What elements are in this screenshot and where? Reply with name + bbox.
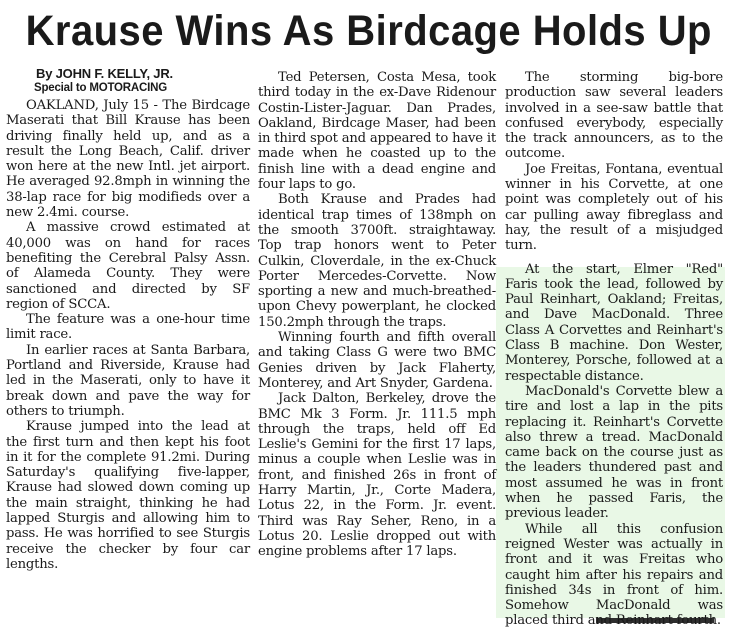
- byline: By JOHN F. KELLY, JR.: [36, 66, 173, 81]
- col2-paragraph: Jack Dalton, Berkeley, drove the BMC Mk 3 Form. Jr. 111.5 mph through the traps, held off Ed Leslie's Gemini for the first 17 laps, minus a couple when Leslie was in front, and finished 26s in front of Harry Martin, Jr., Corte Madera, Lotus 22, in the Form. Jr. event. Third was Ray Seher, Reno, in a Lotus 20. Leslie dropped out with engine problems after 17 laps.: [258, 391, 496, 560]
- headline: Krause Wins As Birdcage Holds Up: [25, 7, 712, 55]
- col2-paragraph: Ted Petersen, Costa Mesa, took third today in the ex-Dave Ridenour Costin-Lister-Jaguar. Dan Prades, Oakland, Birdcage Maser, had been in third spot and appeared to have it made when he coasted up to the finish line with a dead engine and four laps to go.: [258, 70, 496, 193]
- highlighted-passage: [505, 262, 723, 629]
- col3-paragraph: The storming big-bore production saw several leaders involved in a see-saw battle that confused everybody, especially the track announcers, as to the outcome.: [505, 70, 723, 162]
- col2-paragraph: Winning fourth and fifth overall and taking Class G were two BMC Genies driven by Jack Flaherty, Monterey, and Art Snyder, Gardena.: [258, 330, 496, 391]
- column-2: [258, 70, 496, 560]
- col1-paragraph: The feature was a one-hour time limit race.: [6, 312, 250, 343]
- col1-paragraph: In earlier races at Santa Barbara, Portland and Riverside, Krause had led in the Maserati, only to have it break down and pave the way for others to triumph.: [6, 342, 250, 419]
- highlighted-paragraph: While all this confusion reigned Wester was actually in front and it was Freitas who caught him after his repairs and finished 34s in front of him. Somehow MacDonald was placed third and Reinhart fourth.: [505, 521, 723, 629]
- highlighted-paragraph: At the start, Elmer "Red" Faris took the lead, followed by Paul Reinhart, Oakland; Freitas, and Dave MacDonald. Three Class A Corvettes and Reinhart's Class B machine. Don Wester, Monterey, Porsche, followed at a respectable distance.: [505, 261, 723, 384]
- special-credit: Special to MOTORACING: [34, 82, 167, 94]
- col1-paragraph: Krause jumped into the lead at the first turn and then kept his foot in it for the complete 91.2mi. During Saturday's qualifying five-lapper, Krause had slowed down coming up the main straight, thinking he had lapped Sturgis and allowing him to pass. He was horrified to see Sturgis receive the checker by four car lengths.: [6, 419, 250, 572]
- column-1: [6, 66, 250, 572]
- col1-paragraph: A massive crowd estimated at 40,000 was on hand for races benefiting the Cerebral Palsy Assn. of Alameda County. They were sanctioned and directed by SF region of SCCA.: [6, 220, 250, 312]
- highlighted-paragraph: MacDonald's Corvette blew a tire and lost a lap in the pits replacing it. Reinhart's Corvette also threw a tread. MacDonald came back on the course just as the leaders thundered past and most assumed he was in front when he passed Faris, the previous leader.: [505, 383, 723, 522]
- col1-paragraph: OAKLAND, July 15 - The Birdcage Maserati that Bill Krause has been driving finally held up, and as a result the Long Beach, Calif. driver won here at the new Intl. jet airport. He averaged 92.8mph in winning the 38-lap race for big modifieds over a new 2.4mi. course.: [6, 98, 250, 221]
- col3-paragraph: Joe Freitas, Fontana, eventual winner in his Corvette, at one point was completely out of his car pulling away fibreglass and hay, the result of a misjudged turn.: [505, 161, 723, 254]
- column-3: [505, 70, 723, 629]
- col2-paragraph: Both Krause and Prades had identical trap times of 138mph on the smooth 3700ft. straightaway. Top trap honors went to Peter Culkin, Cloverdale, in the ex-Chuck Porter Mercedes-Corvette. Now sporting a new and much-breathed-upon Chevy powerplant, he clocked 150.2mph through the traps.: [258, 192, 496, 330]
